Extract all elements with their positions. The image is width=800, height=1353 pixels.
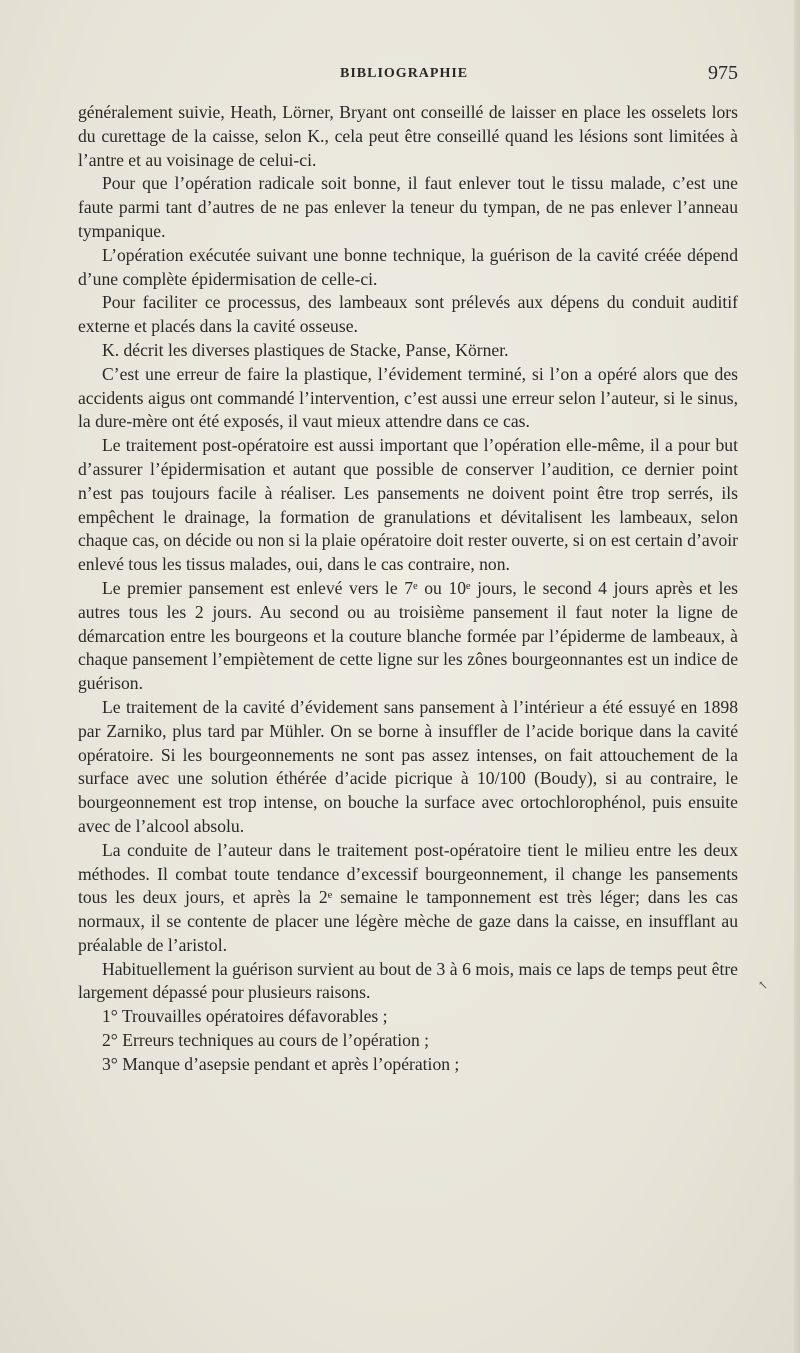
paragraph: C’est une erreur de faire la plastique, l’évidement terminé, si l’on a opéré alors que des accidents aigus ont commandé l’intervention, c’est aussi une erreur selon l’auteur, si le sinus, la dure-mère ont été exposés, il vaut mieux attendre dans ce cas.	[78, 363, 738, 432]
paragraph: Pour que l’opération radicale soit bonne, il faut enlever tout le tissu malade, c’est une faute parmi tant d’autres de ne pas enlever la teneur du tympan, de ne pas enlever l’anneau tympanique.	[78, 173, 738, 241]
paragraph: Habituellement la guérison survient au bout de 3 à 6 mois, mais ce laps de temps peut être largement dépassé pour plusieurs raisons.	[78, 958, 738, 1003]
page-edge-shadow	[794, 0, 800, 1353]
header-title: BIBLIOGRAPHIE	[340, 66, 469, 81]
paragraph: généralement suivie, Heath, Lörner, Bryant ont conseillé de laisser en place les osselets lors du curettage de la caisse, selon K., cela peut être conseillé quand les lésions sont limitées à l’antre et au voisinage de celui-ci.	[78, 102, 738, 170]
margin-mark-icon: ↖	[758, 978, 769, 992]
paragraph: Le premier pansement est enlevé vers le 7ᵉ ou 10ᵉ jours, le second 4 jours après et les autres tous les 2 jours. Au second ou au troisième pansement il faut noter la ligne de démarcation entre les bourgeons et la couture blanche formée par l’épiderme de lambeaux, à chaque pansement l’empiètement de cette ligne sur les zônes bourgeonnantes est un indice de guérison.	[78, 577, 738, 694]
paragraph: La conduite de l’auteur dans le traitement post-opératoire tient le milieu entre les deux méthodes. Il combat toute tendance d’excessif bourgeonnement, il change les pansements tous les deux jours, et après la 2ᵉ semaine le tamponnement est très léger; dans les cas normaux, il se contente de placer une légère mèche de gaze dans la caisse, en insufflant au préalable de l’aristol.	[78, 839, 738, 955]
page-number: 975	[708, 62, 738, 84]
body-text	[78, 101, 738, 1077]
paragraph: Le traitement de la cavité d’évidement sans pansement à l’intérieur a été essuyé en 1898 par Zarniko, plus tard par Mühler. On se borne à insuffler de l’acide borique dans la cavité opératoire. Si les bourgeonnements ne sont pas assez intenses, on fait attouchement de la surface avec une solution éthérée d’acide picrique à 10/100 (Boudy), si au contraire, le bourgeonnement est trop intense, on bouche la surface avec ortochlorophénol, puis ensuite avec de l’alcool absolu.	[78, 696, 738, 836]
paragraph: K. décrit les diverses plastiques de Stacke, Panse, Körner.	[102, 339, 509, 360]
running-header	[78, 62, 738, 88]
paragraph: L’opération exécutée suivant une bonne technique, la guérison de la cavité créée dépend d’une complète épidermisation de celle-ci.	[78, 244, 738, 289]
paragraph: Le traitement post-opératoire est aussi important que l’opération elle-même, il a pour but d’assurer l’épidermisation et autant que possible de conserver l’audition, ce dernier point n’est pas toujours facile à réaliser. Les pansements ne doivent point être trop serrés, ils empêchent le drainage, la formation de granulations et dévitalisent les lambeaux, selon chaque cas, on décide ou non si la plaie opératoire doit rester ouverte, si on est certain d’avoir enlevé tous les tissus malades, oui, dans le cas contraire, non.	[78, 435, 739, 575]
list-item: 1° Trouvailles opératoires défavorables ;	[102, 1006, 388, 1027]
list-item: 2° Erreurs techniques au cours de l’opération ;	[102, 1030, 430, 1051]
paragraph: Pour faciliter ce processus, des lambeaux sont prélevés aux dépens du conduit auditif externe et placés dans la cavité osseuse.	[78, 292, 738, 337]
list-item: 3° Manque d’asepsie pendant et après l’opération ;	[102, 1053, 460, 1074]
